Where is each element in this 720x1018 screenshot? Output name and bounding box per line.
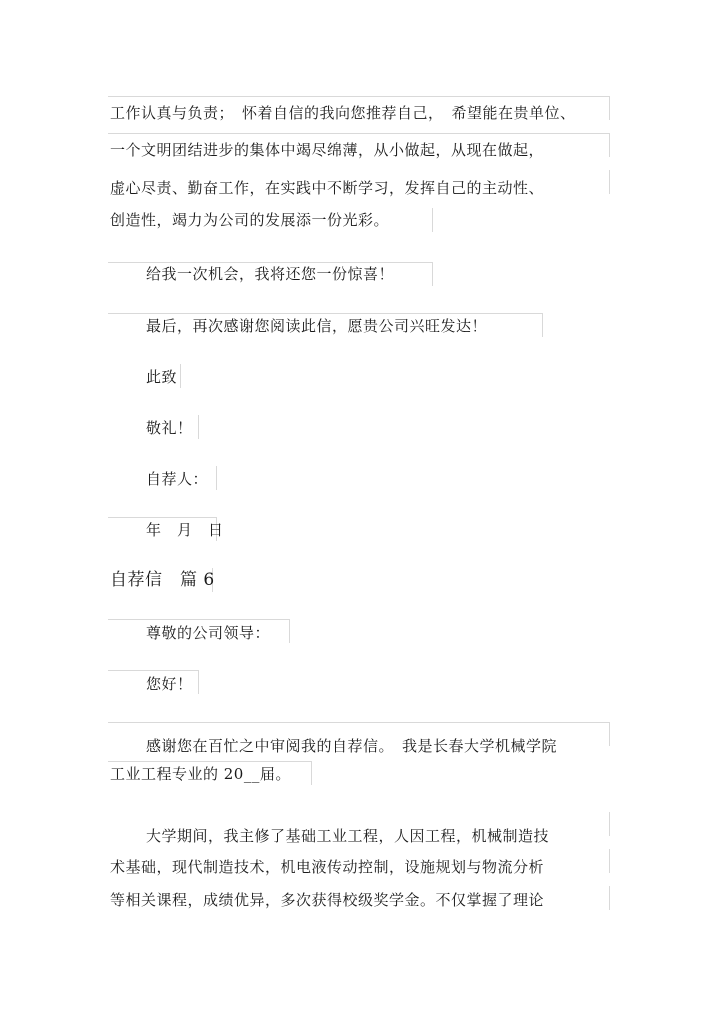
border-line <box>609 170 610 194</box>
border-line <box>609 96 610 120</box>
body-text-line: 术基础，现代制造技术，机电液传动控制，设施规划与物流分析 <box>110 858 545 876</box>
border-line <box>108 313 543 314</box>
border-line <box>108 96 610 97</box>
border-line <box>432 208 433 232</box>
body-text-line: 大学期间，我主修了基础工业工程，人因工程，机械制造技 <box>146 827 550 845</box>
border-line <box>108 517 217 518</box>
border-line <box>289 619 290 643</box>
border-line <box>609 812 610 836</box>
date-label: 年 月 日 <box>146 521 224 539</box>
body-text-line: 等相关课程，成绩优异，多次获得校级奖学金。不仅掌握了理论 <box>110 891 545 909</box>
border-line <box>609 722 610 746</box>
body-text-line: 创造性，竭力为公司的发展添一份光彩。 <box>110 211 390 229</box>
body-text-line: 工业工程专业的 20__届。 <box>110 765 291 783</box>
border-line <box>311 761 312 785</box>
closing-salutation: 此致 <box>146 368 178 386</box>
section-heading: 自荐信 篇 6 <box>110 570 215 590</box>
border-line <box>108 722 610 723</box>
border-line <box>108 133 610 134</box>
border-line <box>432 262 433 286</box>
closing-regards: 敬礼！ <box>146 419 193 437</box>
border-line <box>108 761 312 762</box>
body-text-line: 一个文明团结进步的集体中竭尽绵薄，从小做起，从现在做起， <box>110 141 545 159</box>
border-line <box>198 670 199 694</box>
greeting-hello: 您好！ <box>146 675 193 693</box>
body-text-line: 感谢您在百忙之中审阅我的自荐信。 我是长春大学机械学院 <box>146 737 558 755</box>
greeting: 尊敬的公司领导： <box>146 624 271 642</box>
body-text-line: 给我一次机会，我将还您一份惊喜！ <box>146 265 395 283</box>
border-line <box>609 886 610 910</box>
border-line <box>108 262 433 263</box>
border-line <box>609 133 610 157</box>
signature-label: 自荐人： <box>146 470 209 488</box>
body-text-line: 工作认真与负责； 怀着自信的我向您推荐自己， 希望能在贵单位、 <box>110 104 576 122</box>
body-text-line: 最后，再次感谢您阅读此信，愿贵公司兴旺发达！ <box>146 317 488 335</box>
border-line <box>108 619 290 620</box>
border-line <box>609 849 610 873</box>
body-text-line: 虚心尽责、勤奋工作，在实践中不断学习，发挥自己的主动性、 <box>110 179 545 197</box>
border-line <box>216 466 217 490</box>
border-line <box>108 670 199 671</box>
border-line <box>180 364 181 388</box>
border-line <box>542 313 543 337</box>
border-line <box>198 415 199 439</box>
